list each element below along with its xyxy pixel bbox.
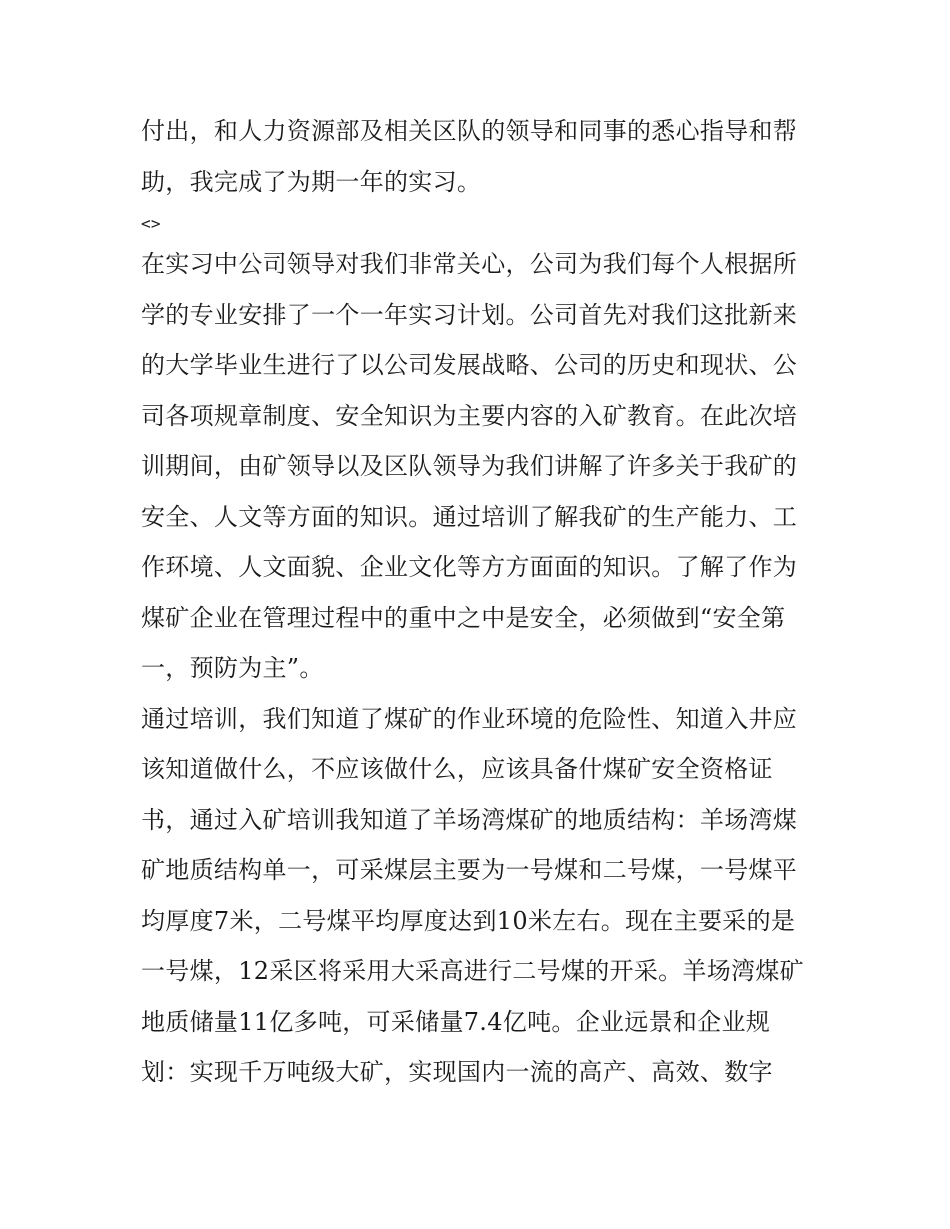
- paragraph-mine-geology: 通过培训，我们知道了煤矿的作业环境的危险性、知道入井应该知道做什么，不应该做什么，应该具备什煤矿安全资格证书，通过入矿培训我知道了羊场湾煤矿的地质结构：羊场湾煤矿地质结构单一，可采煤层主要为一号煤和二号煤，一号煤平均厚度7米，二号煤平均厚度达到10米左右。现在主要采的是一号煤，12采区将采用大采高进行二号煤的开采。羊场湾煤矿地质储量11亿多吨，可采储量7.4亿吨。企业远景和企业规划：实现千万吨级大矿，实现国内一流的高产、高效、数字: [141, 704, 804, 1086]
- paragraph-company-training: 在实习中公司领导对我们非常关心，公司为我们每个人根据所学的专业安排了一个一年实习计划。公司首先对我们这批新来的大学毕业生进行了以公司发展战略、公司的历史和现状、公司各项规章制度、安全知识为主要内容的入矿教育。在此次培训期间，由矿领导以及区队领导为我们讲解了许多关于我矿的安全、人文等方面的知识。通过培训了解我矿的生产能力、工作环境、人文面貌、企业文化等方方面面的知识。了解了作为煤矿企业在管理过程中的重中之中是安全，必须做到“安全第一，预防为主”。: [141, 250, 798, 682]
- document-body: [141, 106, 813, 1098]
- section-marker: <>: [141, 214, 161, 233]
- paragraph-internship-completion: 付出，和人力资源部及相关区队的领导和同事的悉心指导和帮助，我完成了为期一年的实习。: [141, 117, 798, 196]
